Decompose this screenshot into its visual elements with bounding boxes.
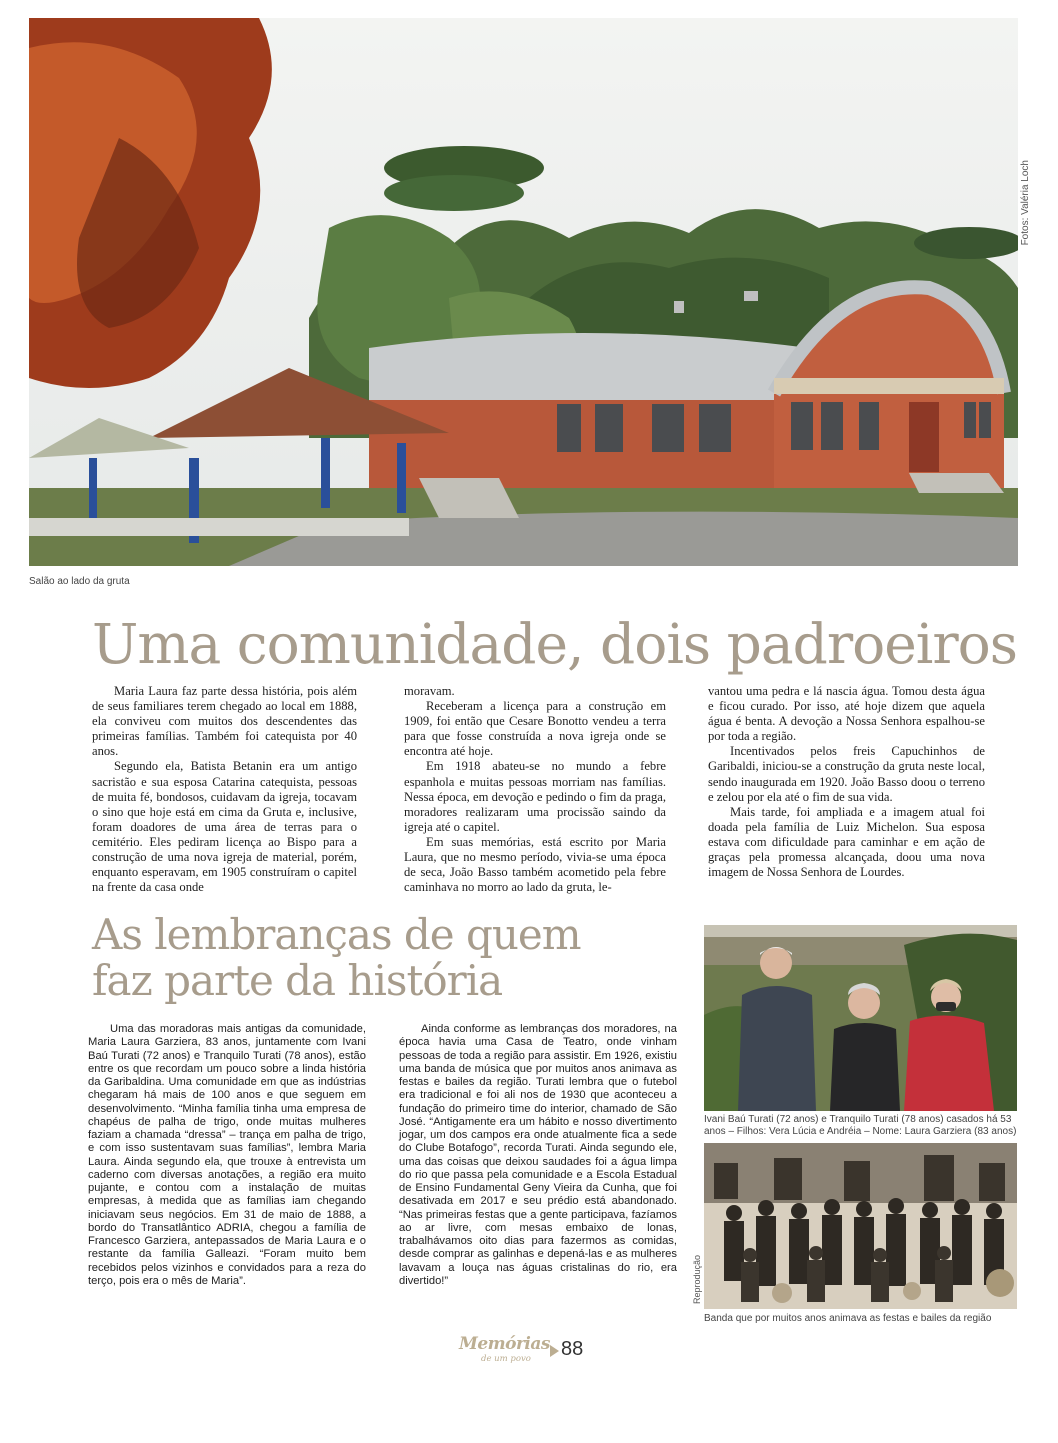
- family-photo: [704, 925, 1017, 1111]
- arrow-right-icon: [550, 1345, 559, 1357]
- band-photo-caption: Banda que por muitos anos animava as festas e bailes da região: [704, 1313, 992, 1324]
- hero-photo-caption: Salão ao lado da gruta: [29, 576, 130, 587]
- band-photo: [704, 1143, 1017, 1309]
- sub-headline-line-1: As lembranças de quem: [92, 910, 581, 959]
- article2-column-2: [399, 1023, 677, 1288]
- article1-column-3: [708, 684, 985, 880]
- page-number: 88: [561, 1338, 584, 1360]
- paragraph: Em suas memórias, está escrito por Maria Laura, que no mesmo período, vivia-se uma época de seca, João Basso também acometido pela febre caminhava no morro ao lado da gruta, le-: [404, 834, 666, 895]
- hero-photo: [29, 18, 1018, 566]
- paragraph: moravam.: [404, 684, 455, 698]
- article2-column-1: [88, 1023, 366, 1288]
- band-photo-drawing: [704, 1143, 1017, 1309]
- paragraph: Incentivados pelos freis Capuchinhos de Garibaldi, iniciou-se a construção da gruta neste local, sendo inaugurada em 1920. João Basso doou o terreno e zelou por ela até o fim de sua vida.: [708, 744, 985, 804]
- article1-column-1: [92, 684, 357, 895]
- article1-column-2: [404, 684, 666, 895]
- paragraph: Maria Laura faz parte dessa história, pois além de seus familiares terem chegado ao local em 1888, ela conviveu com muitos dos descendentes das primeiras famílias. Também foi catequista por 40 anos.: [92, 684, 357, 759]
- paragraph: Receberam a licença para a construção em 1909, foi então que Cesare Bonotto vendeu a terra para que fosse construída a nova igreja onde se encontra até hoje.: [404, 699, 666, 759]
- publication-logo: Memórias: [459, 1334, 550, 1354]
- sub-headline: [92, 912, 581, 1004]
- sub-headline-line-2: faz parte da história: [92, 956, 503, 1005]
- band-photo-credit: Reprodução: [692, 1255, 702, 1305]
- paragraph: Ainda conforme as lembranças dos moradores, na época havia uma Casa de Teatro, onde vinham pessoas de toda a região para assistir. Em 1926, existiu uma banda de música que por muitos anos animava as festas e bailes da região. Turati lembra que o futebol era tradicional e foi ali nos de 1930 que aconteceu a fundação do primeiro time do interior, chamado de São José. “Antigamente era um hábito e nosso divertimento jogar, um dos campos era onde atualmente fica a sede do Clube Botafogo”, recorda Turati. Ainda segundo ele, uma das coisas que deixou saudades foi a água limpa do rio que passa pela comunidade e a Escola Estadual de Ensino Fundamental Geny Vieira da Cunha, que foi desativada em 2017 e seu prédio está abandonado. “Nas primeiras festas que a gente participava, fazíamos ao ar livre, com mesas embaixo de lonas, trabalhávamos oito dias para fazermos as comidas, desde comprar as galinhas e depená-las e as mulheres lavavam a louça nas águas cristalinas do rio, era divertido!”: [399, 1023, 677, 1287]
- publication-logo-subtitle: de um povo: [481, 1354, 531, 1364]
- family-photo-caption: Ivani Baú Turati (72 anos) e Tranquilo Turati (78 anos) casados há 53 anos – Filhos: Vera Lúcia e Andréia – Nome: Laura Garziera (83 anos): [704, 1114, 1017, 1137]
- paragraph: Uma das moradoras mais antigas da comunidade, Maria Laura Garziera, 83 anos, juntamente com Ivani Baú Turati (72 anos) e Tranquilo Turati (78 anos), estão entre os que recordam um pouco sobre a linda história da Garibaldina. Uma comunidade em que as indústrias chegaram há mais de 100 anos e que seguem em desenvolvimento. “Minha família tinha uma empresa de chapéus de palha de trigo, onde muitas mulheres faziam a chamada “dressa” – trança em palha de trigo, e com isso sustentavam suas famílias”, lembra Maria Laura. Ainda segundo ela, que trouxe à entrevista um caderno com diversas anotações, a região era muito pujante, e contou com a instalação de muitas empresas, à medida que as famílias iam chegando iniciavam seus negócios. Em 31 de maio de 1888, a bordo do Transatlântico ADRIA, chegou a família de Francesco Garziera, antepassados de Maria Laura e o restante da família Galleazi. “Foram muito bem recebidos pelos vizinhos e convidados para a reza do terço, pois era o mês de Maria”.: [88, 1023, 366, 1287]
- hero-photo-credit: Fotos: Valéria Loch: [1020, 160, 1031, 246]
- paragraph: Mais tarde, foi ampliada e a imagem atual foi doada pela família de Luiz Michelon. Sua esposa estava com dificuldade para caminhar e em ação de graças pela promessa alcançada, doou uma nova imagem de Nossa Senhora de Lourdes.: [708, 804, 985, 880]
- main-headline: Uma comunidade, dois padroeiros: [92, 612, 1018, 676]
- paragraph: Em 1918 abateu-se no mundo a febre espanhola e muitas pessoas morriam nas famílias. Nessa época, em devoção e pedindo o fim da praga, moradores realizaram uma procissão saindo da igreja até o capitel.: [404, 759, 666, 834]
- paragraph: vantou uma pedra e lá nascia água. Tomou desta água e ficou curado. Por isso, até hoje dizem que aquela água é benta. A devoção a Nossa Senhora espalhou-se por toda a região.: [708, 684, 985, 744]
- paragraph: Segundo ela, Batista Betanin era um antigo sacristão e sua esposa Catarina catequista, pessoas de muita fé, bondosos, cuidavam da igreja, tocavam o sino que hoje está em cima da Gruta e, inclusive, foram doadores de uma área de terras para o cemitério. Eles pediram licença ao Bispo para a construção de uma nova igreja de material, porém, enquanto esperavam, em 1905 construíram o capitel na frente da casa onde: [92, 759, 357, 895]
- hero-photo-drawing: [29, 18, 1018, 566]
- page-footer: [459, 1334, 599, 1372]
- family-photo-drawing: [704, 925, 1017, 1111]
